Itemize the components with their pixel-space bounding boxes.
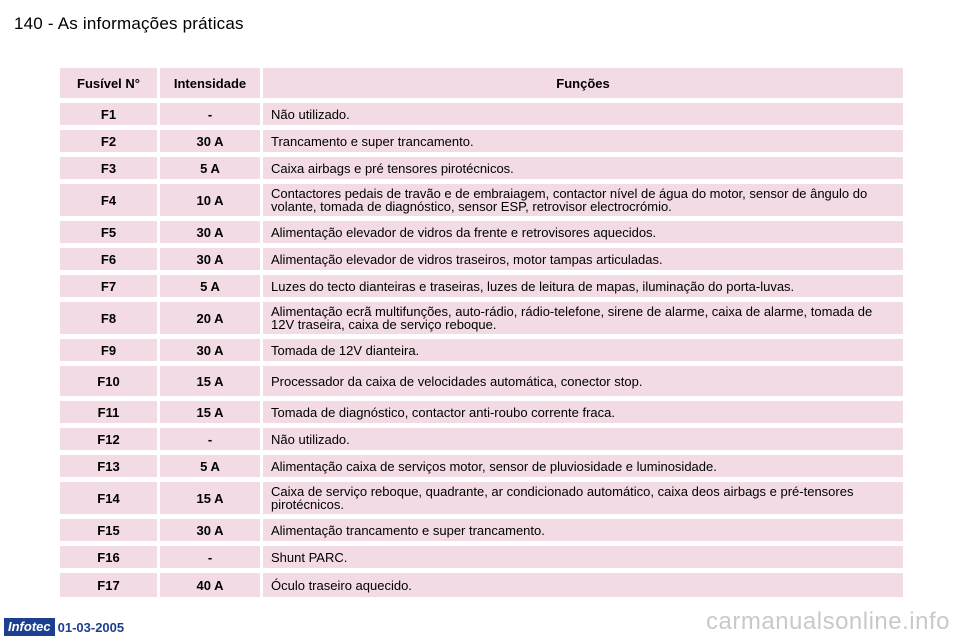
fuse-number-cell: F16: [60, 546, 157, 568]
fuse-intensity-cell: -: [160, 103, 260, 125]
fuse-function-cell: Luzes do tecto dianteiras e traseiras, luzes de leitura de mapas, iluminação do porta-luvas.: [263, 275, 903, 297]
fuse-number-cell: F12: [60, 428, 157, 450]
fuse-number-cell: F5: [60, 221, 157, 243]
fuse-table: [60, 68, 903, 597]
header-intensity: Intensidade: [160, 68, 260, 98]
fuse-function-cell: Tomada de diagnóstico, contactor anti-roubo corrente fraca.: [263, 401, 903, 423]
fuse-number-cell: F7: [60, 275, 157, 297]
watermark: carmanualsonline.info: [706, 608, 950, 635]
fuse-function-cell: Trancamento e super trancamento.: [263, 130, 903, 152]
fuse-number-cell: F9: [60, 339, 157, 361]
fuse-function-cell: Alimentação elevador de vidros da frente e retrovisores aquecidos.: [263, 221, 903, 243]
fuse-number-cell: F10: [60, 366, 157, 396]
fuse-intensity-cell: 40 A: [160, 573, 260, 597]
fuse-function-cell: Alimentação caixa de serviços motor, sensor de pluviosidade e luminosidade.: [263, 455, 903, 477]
fuse-function-cell: Contactores pedais de travão e de embraiagem, contactor nível de água do motor, sensor de ângulo do volante, tomada de diagnóstico, sensor ESP, retrovisor electrocrómio.: [263, 184, 903, 216]
header-functions: Funções: [263, 68, 903, 98]
fuse-number-cell: F3: [60, 157, 157, 179]
fuse-number-cell: F6: [60, 248, 157, 270]
fuse-intensity-cell: 30 A: [160, 248, 260, 270]
footer: [4, 618, 124, 636]
fuse-function-cell: Processador da caixa de velocidades automática, conector stop.: [263, 366, 903, 396]
header-fuse-number: Fusível N°: [60, 68, 157, 98]
fuse-function-cell: Óculo traseiro aquecido.: [263, 573, 903, 597]
fuse-intensity-cell: -: [160, 546, 260, 568]
fuse-intensity-cell: 30 A: [160, 130, 260, 152]
fuse-intensity-cell: 15 A: [160, 482, 260, 514]
fuse-intensity-cell: -: [160, 428, 260, 450]
fuse-intensity-cell: 5 A: [160, 157, 260, 179]
fuse-intensity-cell: 10 A: [160, 184, 260, 216]
fuse-intensity-cell: 15 A: [160, 366, 260, 396]
fuse-number-cell: F15: [60, 519, 157, 541]
fuse-intensity-cell: 5 A: [160, 455, 260, 477]
fuse-function-cell: Tomada de 12V dianteira.: [263, 339, 903, 361]
infotec-logo: Infotec: [4, 618, 55, 636]
fuse-function-cell: Caixa de serviço reboque, quadrante, ar condicionado automático, caixa deos airbags e pré-tensores pirotécnicos.: [263, 482, 903, 514]
fuse-intensity-cell: 20 A: [160, 302, 260, 334]
fuse-number-cell: F17: [60, 573, 157, 597]
fuse-function-cell: Caixa airbags e pré tensores pirotécnicos.: [263, 157, 903, 179]
page-title: 140 - As informações práticas: [14, 14, 244, 33]
footer-date: 01-03-2005: [57, 619, 125, 635]
fuse-number-cell: F11: [60, 401, 157, 423]
fuse-number-cell: F1: [60, 103, 157, 125]
fuse-function-cell: Alimentação ecrã multifunções, auto-rádio, rádio-telefone, sirene de alarme, caixa de alarme, tomada de 12V traseira, caixa de serviço reboque.: [263, 302, 903, 334]
fuse-intensity-cell: 30 A: [160, 221, 260, 243]
fuse-number-cell: F2: [60, 130, 157, 152]
fuse-function-cell: Shunt PARC.: [263, 546, 903, 568]
fuse-function-cell: Alimentação elevador de vidros traseiros, motor tampas articuladas.: [263, 248, 903, 270]
fuse-number-cell: F14: [60, 482, 157, 514]
fuse-intensity-cell: 15 A: [160, 401, 260, 423]
fuse-function-cell: Alimentação trancamento e super trancamento.: [263, 519, 903, 541]
fuse-intensity-cell: 30 A: [160, 339, 260, 361]
fuse-intensity-cell: 30 A: [160, 519, 260, 541]
fuse-number-cell: F4: [60, 184, 157, 216]
fuse-intensity-cell: 5 A: [160, 275, 260, 297]
fuse-number-cell: F8: [60, 302, 157, 334]
fuse-function-cell: Não utilizado.: [263, 103, 903, 125]
fuse-number-cell: F13: [60, 455, 157, 477]
fuse-function-cell: Não utilizado.: [263, 428, 903, 450]
